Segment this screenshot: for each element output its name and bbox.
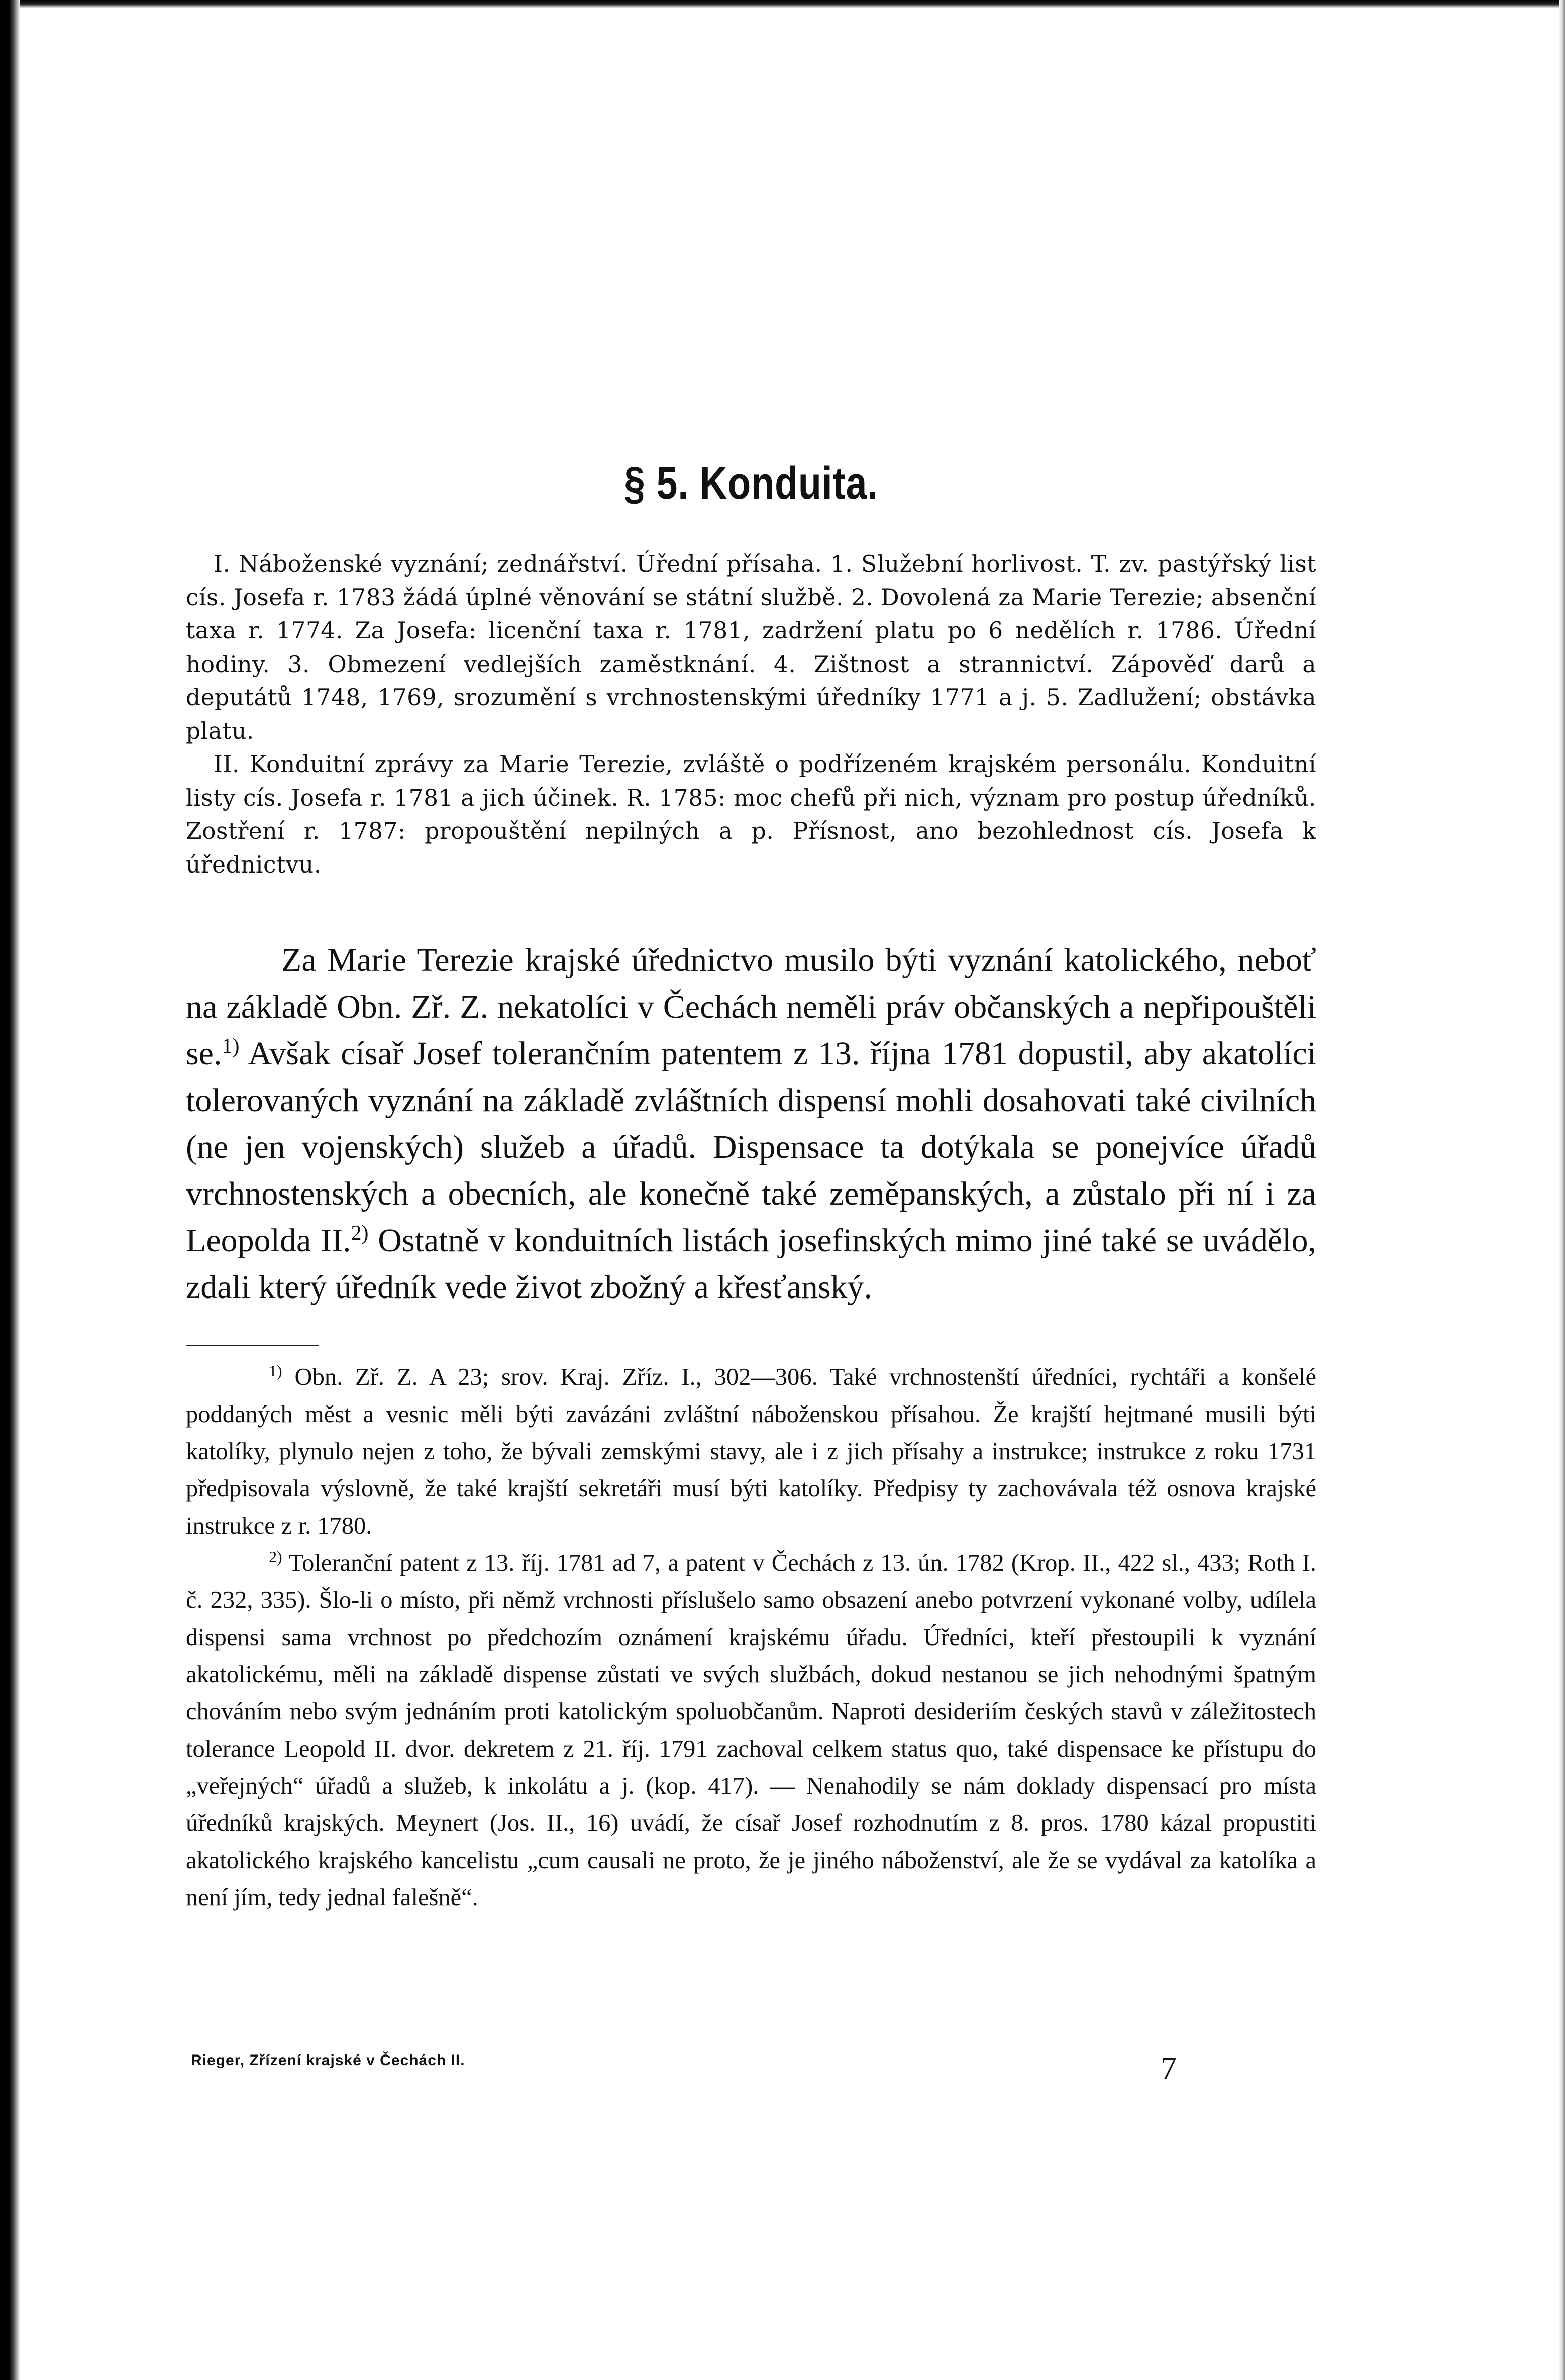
scan-border-top	[0, 0, 1565, 8]
body-text-part-2: Avšak císař Josef tolerančním patentem z 13. října 1781 dopustil, aby akatolíci tolerovaných vyznání na základě zvláštních dispensí mohli dosahovati také civilních (ne jen vojenských) služeb a úřadů. Dispensace ta dotýkala se ponejvíce úřadů vrchnostenských a obecních, ale konečně také zeměpanských, a zůstalo při ní i za Leopolda II.	[186, 1035, 1316, 1259]
summary-part-2: II. Konduitní zprávy za Marie Terezie, zvláště o podřízeném krajském personálu. Konduitní listy cís. Josefa r. 1781 a jich účinek. R. 1785: moc chefů při nich, význam pro postup úředníků. Zostření r. 1787: propouštění nepilných a p. Přísnost, ano bezohlednost cís. Josefa k úřednictvu.	[186, 751, 1316, 878]
footnote-2-mark: 2)	[269, 1547, 282, 1566]
section-heading: § 5. Konduita.	[623, 458, 879, 509]
footnote-ref-2: 2)	[351, 1222, 369, 1245]
footnote-divider	[186, 1345, 319, 1346]
summary-part-1: I. Náboženské vyznání; zednářství. Úřední přísaha. 1. Služební horlivost. T. zv. pastýřský list cís. Josefa r. 1783 žádá úplné věnování se státní službě. 2. Dovolená za Marie Terezie; absenční taxa r. 1774. Za Josefa: licenční taxa r. 1781, zadržení platu po 6 nedělích r. 1786. Úřední hodiny. 3. Obmezení vedlejších zaměstknání. 4. Zištnost a strannictví. Zápověď darů a deputátů 1748, 1769, srozumění s vrchnostenskými úředníky 1771 a j. 5. Zadlužení; obstávka platu.	[186, 551, 1316, 744]
footnote-2	[186, 1545, 1316, 1916]
footnotes	[186, 1359, 1316, 1916]
main-paragraph-text	[186, 937, 1316, 1311]
footnote-2-text: Toleranční patent z 13. říj. 1781 ad 7, a patent v Čechách z 13. ún. 1782 (Krop. II., 422 sl., 433; Roth I. č. 232, 335). Šlo-li o místo, při němž vrchnosti příslušelo samo obsazení anebo potvrzení vykonané volby, udílela dispensi sama vrchnost po předchozím oznámení krajskému úřadu. Úředníci, kteří přestoupili k vyznání akatolickému, měli na základě dispense zůstati ve svých službách, dokud nestanou se jich nehodnými špatným chováním nebo svým jednáním proti katolickým spoluobčanům. Naproti desideriím českých stavů v záležitostech tolerance Leopold II. dvor. dekretem z 21. říj. 1791 zachoval celkem status quo, také dispensace ke přístupu do „veřejných“ úřadů a služeb, k inkolátu a j. (kop. 417). — Nenahodily se nám doklady dispensací pro místa úředníků krajských. Meynert (Jos. II., 16) uvádí, že císař Josef rozhodnutím z 8. pros. 1780 kázal propustiti akatolického krajského kancelistu „cum causali ne proto, že je jiného náboženství, ale že se vydával za katolíka a není jím, tedy jednal falešně“.	[186, 1550, 1316, 1911]
scan-border-right	[1559, 0, 1565, 2380]
section-summary	[186, 548, 1316, 882]
page-number: 7	[1161, 2050, 1177, 2086]
body-text-part-1: Za Marie Terezie krajské úřednictvo musilo býti vyznání katolického, neboť na základě Obn. Zř. Z. nekatolíci v Čechách neměli práv občanských a nepřipouštěli se.	[186, 942, 1316, 1072]
footnote-1	[186, 1359, 1316, 1545]
body-text-part-3: Ostatně v konduitních listách josefinských mimo jiné také se uvádělo, zdali který úředník vede život zbožný a křesťanský.	[186, 1222, 1316, 1306]
footnote-1-mark: 1)	[269, 1361, 282, 1380]
footnote-ref-1: 1)	[222, 1035, 240, 1058]
scan-border-left	[0, 0, 20, 2380]
footnote-1-text: Obn. Zř. Z. A 23; srov. Kraj. Zříz. I., 302—306. Také vrchnostenští úředníci, rychtáři a konšelé poddaných měst a vesnic měli býti zavázáni zvláštní náboženskou přísahou. Že krajští hejtmané musili býti katolíky, plynulo nejen z toho, že bývali zemskými stavy, ale i z jich přísahy a instrukce; instrukce z roku 1731 předpisovala výslovně, že také krajští sekretáři musí býti katolíky. Předpisy ty zachovávala též osnova krajské instrukce z r. 1780.	[186, 1364, 1316, 1539]
signature-line: Rieger, Zřízení krajské v Čechách II.	[191, 2052, 465, 2069]
main-paragraph	[186, 937, 1316, 1311]
